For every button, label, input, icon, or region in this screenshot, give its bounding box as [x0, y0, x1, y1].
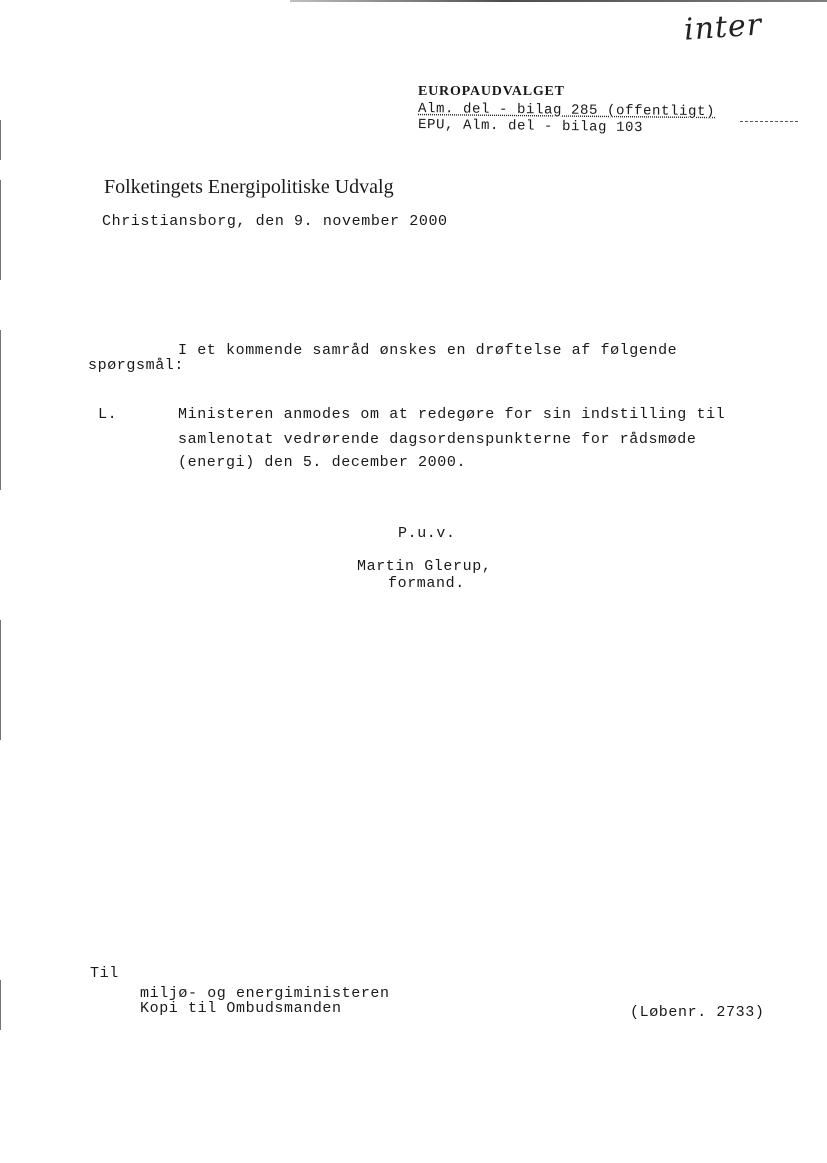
intro-text-line-1: I et kommende samråd ønskes en drøftelse af følgende — [178, 342, 678, 359]
intro-text-line-2: spørgsmål: — [88, 357, 185, 374]
question-text-line: samlenotat vedrørende dagsordenspunkterne for rådsmøde — [178, 431, 697, 448]
question-number: L. — [98, 406, 118, 423]
question-text-line: Ministeren anmodes om at redegøre for sin indstilling til — [178, 406, 726, 423]
scan-top-edge-line — [290, 0, 827, 2]
copy-recipient: Kopi til Ombudsmanden — [140, 1000, 342, 1017]
signoff: P.u.v. — [398, 525, 456, 542]
committee-name: Folketingets Energipolitiske Udvalg — [104, 176, 394, 198]
recipient: miljø- og energiministeren — [140, 985, 390, 1002]
signatory-name: Martin Glerup, — [357, 558, 492, 575]
scan-left-edge-mark — [0, 180, 1, 280]
signatory-role: formand. — [388, 575, 465, 592]
scan-left-edge-mark — [0, 330, 1, 490]
handwritten-annotation: inter — [682, 7, 764, 48]
question-text-line: (energi) den 5. december 2000. — [178, 454, 467, 471]
stamp-rule — [740, 121, 798, 122]
scan-left-edge-mark — [0, 620, 1, 740]
scan-left-edge-mark — [0, 120, 1, 160]
dateline: Christiansborg, den 9. november 2000 — [102, 213, 448, 230]
stamp-reference-line-1: Alm. del - bilag 285 (offentligt) — [417, 101, 716, 121]
scan-left-edge-mark — [0, 980, 1, 1030]
to-label: Til — [90, 965, 119, 982]
stamp-reference-line-2: EPU, Alm. del - bilag 103 — [417, 117, 644, 137]
stamp-title: EUROPAUDVALGET — [418, 84, 565, 99]
reference-number: (Løbenr. 2733) — [630, 1004, 765, 1021]
